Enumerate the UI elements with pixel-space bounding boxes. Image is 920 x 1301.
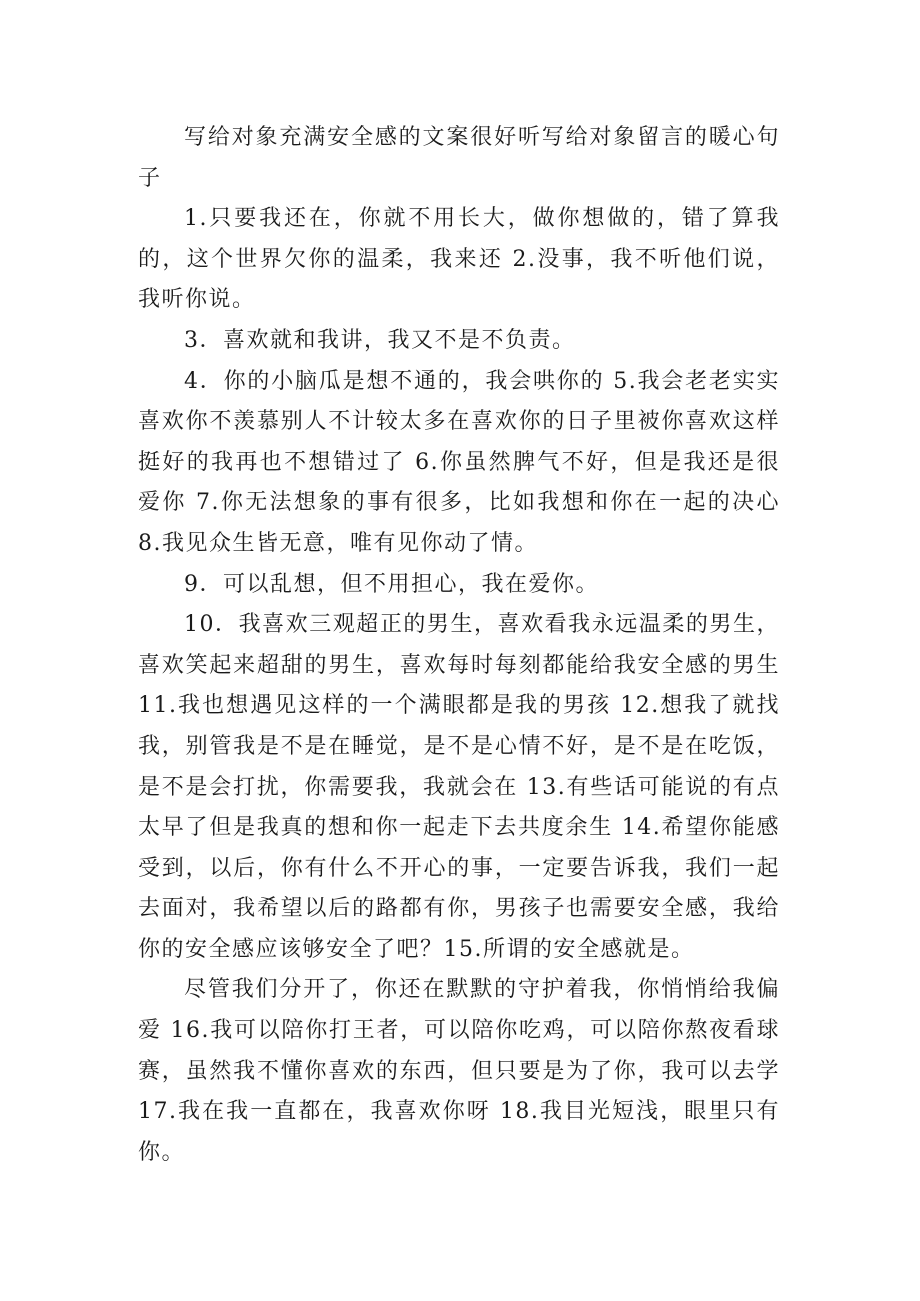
paragraph-6: 尽管我们分开了，你还在默默的守护着我，你悄悄给我偏爱 16.我可以陪你打王者，可以陪你吃鸡，可以陪你熬夜看球赛，虽然我不懂你喜欢的东西，但只要是为了你，我可以去学 17.我在我一直都在，我喜欢你呀 18.我目光短浅，眼里只有你。 xyxy=(138,977,780,1165)
document-title: 写给对象充满安全感的文案很好听写给对象留言的暖心句子 xyxy=(138,125,780,191)
paragraph-2: 3．喜欢就和我讲，我又不是不负责。 xyxy=(184,327,576,353)
paragraph-5: 10．我喜欢三观超正的男生，喜欢看我永远温柔的男生，喜欢笑起来超甜的男生，喜欢每时每刻都能给我安全感的男生 11.我也想遇见这样的一个满眼都是我的男孩 12.想我了就找我，别管我是不是在睡觉，是不是心情不好，是不是在吃饭，是不是会打扰，你需要我，我就会在 13.有些话可能说的有点太早了但是我真的想和你一起走下去共度余生 14.希望你能感受到，以后，你有什么不开心的事，一定要告诉我，我们一起去面对，我希望以后的路都有你，男孩子也需要安全感，我给你的安全感应该够安全了吧？15.所谓的安全感就是。 xyxy=(138,612,780,962)
paragraph-1: 1.只要我还在，你就不用长大，做你想做的，错了算我的，这个世界欠你的温柔，我来还 2.没事，我不听他们说，我听你说。 xyxy=(138,206,780,313)
paragraph-3: 4．你的小脑瓜是想不通的，我会哄你的 5.我会老老实实喜欢你不羡慕别人不计较太多在喜欢你的日子里被你喜欢这样挺好的我再也不想错过了 6.你虽然脾气不好，但是我还是很爱你 7.你无法想象的事有很多，比如我想和你在一起的决心 8.我见众生皆无意，唯有见你动了情。 xyxy=(138,368,780,556)
document-page xyxy=(138,118,780,1173)
paragraph-4: 9．可以乱想，但不用担心，我在爱你。 xyxy=(184,571,599,597)
